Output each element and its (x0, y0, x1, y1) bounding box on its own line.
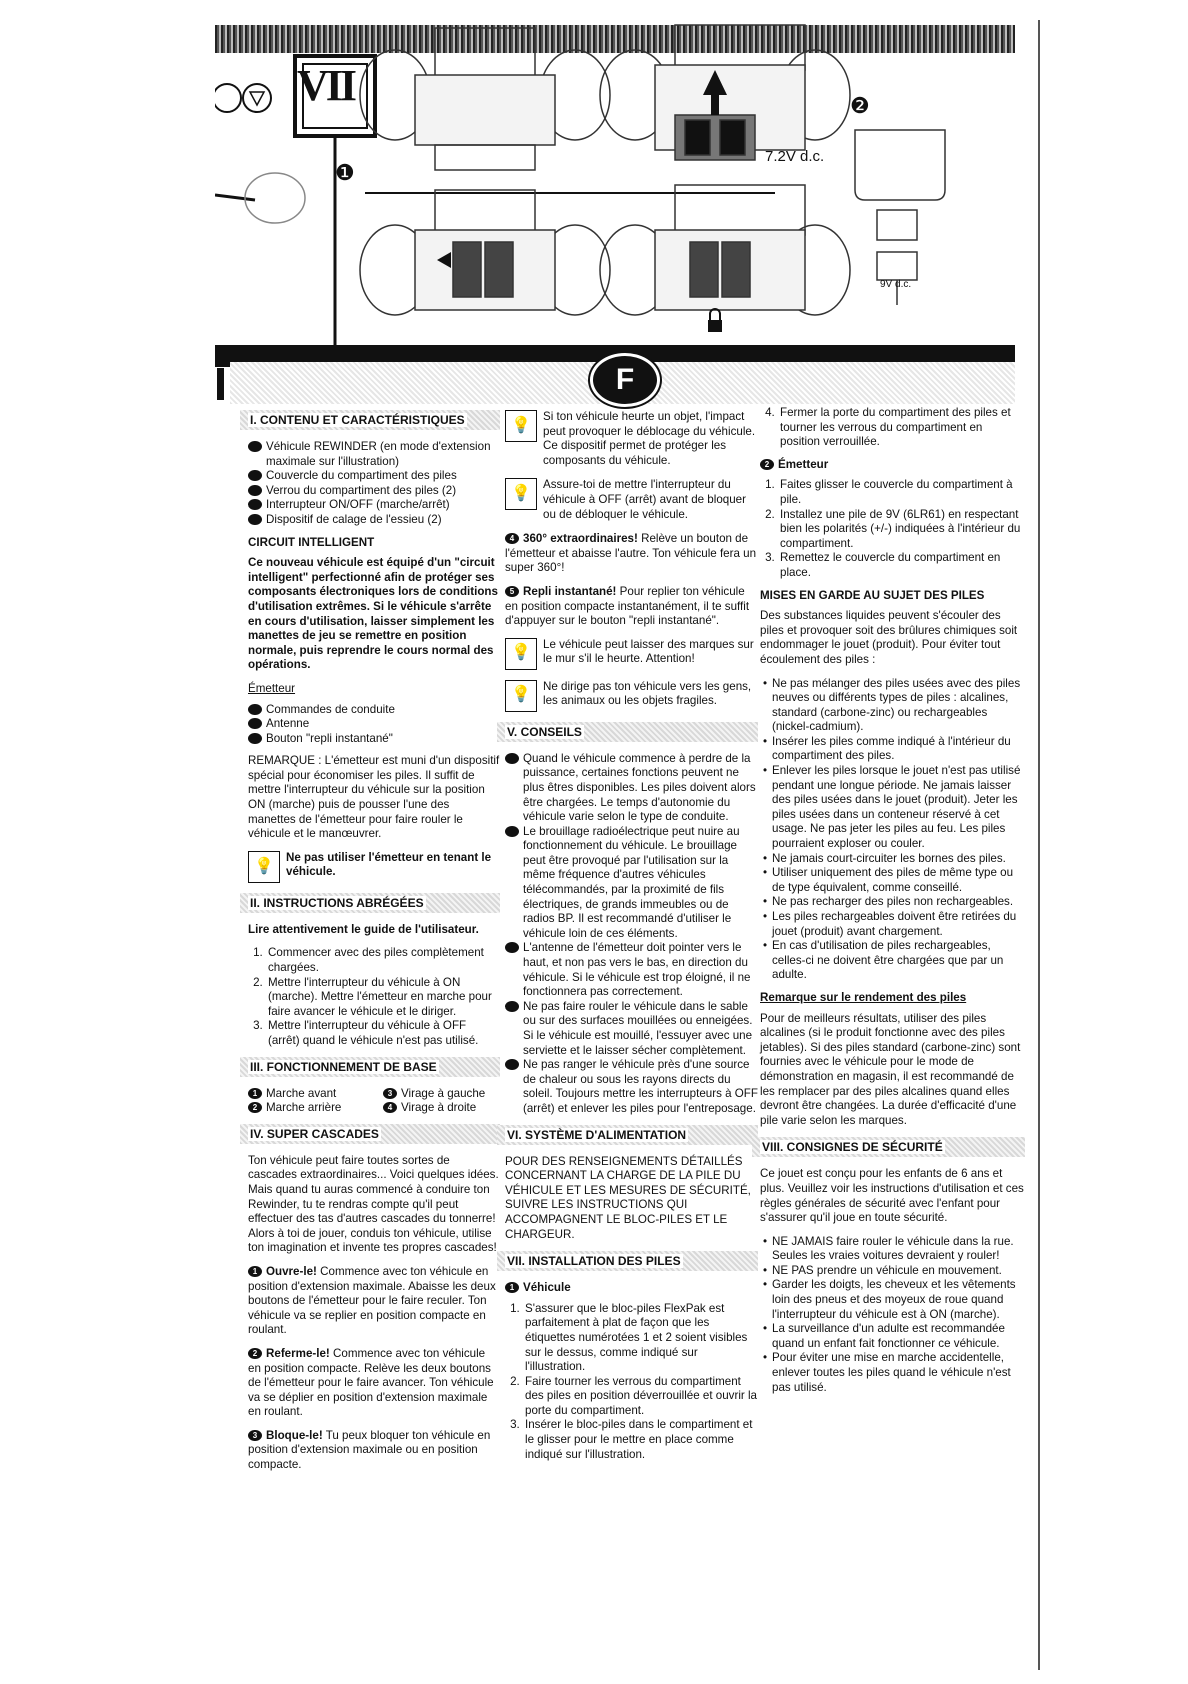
contents-list (243, 440, 500, 528)
battery-warnings-list (760, 677, 1025, 983)
transmitter-list (243, 702, 500, 747)
list-item: 3. Insérer le bloc-piles dans le compartiment et le glisser pour le mettre en place comme indiqué sur l'illustration. (523, 1418, 758, 1462)
lightbulb-icon: 💡 (505, 478, 537, 510)
paragraph: 5 Repli instantané! Pour replier ton véhicule en position compacte instantanément, il te suffit d'appuyer sur le bouton "repli instantané". (505, 584, 750, 628)
list-item: • NE JAMAIS faire rouler le véhicule dans la rue. Seules les vraies voitures devraient y rouler! (772, 1235, 1025, 1264)
paragraph: 2 Referme-le! Commence avec ton véhicule en position compacte. Relève les deux boutons de l'émetteur pour le faire avancer. Ton véhicule va se déplier en position d'extension maximale en roulant. (248, 1346, 494, 1419)
paragraph: 4 360° extraordinaires! Relève un bouton de l'émetteur et abaisse l'autre. Ton véhicule fera un super 360°! (505, 532, 757, 575)
list-item: • Les piles rechargeables doivent être retirées du jouet (produit) avant chargement. (772, 910, 1025, 939)
tip-box: 💡 Si ton véhicule heurte un objet, l'impact peut provoquer le déblocage du véhicule. Ce dispositif permet de protéger les composants du véhicule. (505, 410, 758, 468)
list-item: 2 Le brouillage radioélectrique peut nuire au fonctionnement du véhicule. Le brouillage peut être provoqué par l'utilisation sur la même fréquence d'autres véhicules télécommandés, par la proximité de fils électriques, de grands immeubles ou de radios BP. Il est recommandé d'utiliser le véhicule loin de ces éléments. (500, 824, 740, 940)
list-item: 2. Installez une pile de 9V (6LR61) en respectant bien les polarités (+/-) indiquées à l'intérieur du compartiment. (778, 508, 1025, 552)
list-item: • Insérer les piles comme indiqué à l'intérieur du compartiment des piles. (772, 735, 1025, 764)
section-heading: III. FONCTIONNEMENT DE BASE (240, 1057, 500, 1077)
list-item: 2. Faire tourner les verrous du compartiment des piles en position déverrouillée et ouvrir la porte du compartiment. (523, 1375, 758, 1419)
section-heading: VI. SYSTÈME D'ALIMENTATION (497, 1125, 758, 1145)
tip-box: 💡 Ne dirige pas ton véhicule vers les gens, les animaux ou les objets fragiles. (505, 680, 758, 712)
column-3 (760, 406, 1025, 1403)
basic-controls: 1 Marche avant 2 Marche arrière 3 Virage à gauche 4 Virage à droite (248, 1087, 500, 1116)
section-heading: I. CONTENU ET CARACTÉRISTIQUES (240, 410, 500, 430)
list-item: 1. Faites glisser le couvercle du compartiment à pile. (778, 478, 1025, 507)
tip-box: 💡 Ne pas utiliser l'émetteur en tenant le véhicule. (248, 851, 500, 883)
section-heading: VIII. CONSIGNES DE SÉCURITÉ (752, 1137, 1025, 1157)
subheading: CIRCUIT INTELLIGENT (248, 535, 375, 549)
list-item: • Ne pas mélanger des piles usées avec des piles neuves ou différents types de piles : alcalines, standard (carbone-zinc) ou rechargeables (nickel-cadmium). (772, 677, 1025, 735)
list-item: 5 Dispositif de calage de l'essieu (2) (243, 512, 442, 526)
paragraph: 1 Ouvre-le! Commence avec ton véhicule en position d'extension maximale. Abaisse les deux boutons de l'émetteur pour le faire reculer. Ton véhicule va se replier en position compacte en roulant. (248, 1264, 496, 1337)
paragraph: REMARQUE : L'émetteur est muni d'un dispositif spécial pour économiser les piles. Il suffit de mettre l'interrupteur du véhicule sur la position ON (marche) puis de pousser l'une des manettes de l'émetteur pour faire rouler le véhicule et le manœuvrer. (248, 754, 500, 841)
lightbulb-icon: 💡 (505, 638, 537, 670)
list-item: 2. Mettre l'interrupteur du véhicule à ON (marche). Mettre l'émetteur en marche pour faire avancer le véhicule et le diriger. (266, 976, 500, 1020)
lightbulb-icon: 💡 (248, 851, 280, 883)
voltage-label-vehicle: 7.2V d.c. (765, 148, 825, 165)
voltage-label-transmitter: 9V d.c. (880, 279, 912, 290)
section-heading: VII. INSTALLATION DES PILES (497, 1251, 758, 1271)
lightbulb-icon: 💡 (505, 410, 537, 442)
page-right-rule (1038, 20, 1040, 1670)
left-edge-mark (217, 368, 224, 400)
paragraph: Lire attentivement le guide de l'utilisateur. (248, 922, 479, 936)
list-item: 2 Couvercle du compartiment des piles (243, 469, 457, 483)
list-item: 3. Remettez le couvercle du compartiment en place. (778, 551, 1025, 580)
vehicle-steps-list (505, 1302, 758, 1463)
paragraph: POUR DES RENSEIGNEMENTS DÉTAILLÉS CONCERNANT LA CHARGE DE LA PILE DU VÉHICULE ET LES MESURES DE SÉCURITÉ, SUIVRE LES INSTRUCTIONS QUI ACCOMPAGNENT LE BLOC-PILES ET LE CHARGEUR. (505, 1154, 751, 1241)
list-item: 3 L'antenne de l'émetteur doit pointer vers le haut, et non pas vers le bas, en direction du véhicule. Si le véhicule est trop éloigné, il ne fonctionnera pas correctement. (500, 941, 751, 999)
tip-box: 💡 Assure-toi de mettre l'interrupteur du véhicule à OFF (arrêt) avant de bloquer ou de débloquer le véhicule. (505, 478, 758, 522)
list-item: 1 Commandes de conduite (243, 702, 395, 716)
section-label-vii: VII (297, 61, 355, 110)
lightbulb-icon: 💡 (505, 680, 537, 712)
list-item: 4 Interrupteur ON/OFF (marche/arrêt) (243, 498, 450, 512)
list-item: 3. Mettre l'interrupteur du véhicule à OFF (arrêt) quand le véhicule n'est pas utilisé. (266, 1019, 500, 1048)
language-badge: F (590, 353, 660, 407)
section-heading: V. CONSEILS (497, 722, 758, 742)
paragraph: Des substances liquides peuvent s'écouler des piles et provoquer soit des brûlures chimiques soit endommager le jouet (produit). Pour éviter tout écoulement des piles : (760, 609, 1018, 666)
figure-marker-2: ❷ (850, 93, 870, 118)
list-item: • Pour éviter une mise en marche accidentelle, enlever toutes les piles quand le véhicule n'est pas utilisé. (772, 1351, 1025, 1395)
subheading: 2 Émetteur (760, 458, 1025, 473)
tips-list (500, 751, 758, 1117)
figure-marker-1: ❶ (335, 160, 355, 185)
list-item: 1 Quand le véhicule commence à perdre de la puissance, certaines fonctions peuvent ne plus êtres disponibles. Les piles doivent alors être chargées. Le temps d'autonomie du véhicule varie selon le type de conduite. (500, 751, 756, 824)
subheading: MISES EN GARDE AU SUJET DES PILES (760, 588, 985, 602)
section-heading: II. INSTRUCTIONS ABRÉGÉES (240, 893, 500, 913)
paragraph: Ce jouet est conçu pour les enfants de 6 ans et plus. Veuillez voir les instructions d'utilisation et ces règles générales de sécurité avec l'enfant pour s'assurer qu'il joue en toute sécurité. (760, 1167, 1024, 1225)
list-item: 5 Ne pas ranger le véhicule près d'une source de chaleur ou sous les rayons directs du soleil. Toujours mettre les interrupteurs à OFF (arrêt) et enlever les piles pour l'entreposage. (500, 1058, 758, 1115)
list-item: • Ne pas recharger des piles non rechargeables. (772, 895, 1025, 910)
paragraph: Ton véhicule peut faire toutes sortes de cascades extraordinaires... Voici quelques idées. Mais quand tu auras commencé à conduire ton Rewinder, tu te rendras compte qu'il peut effectuer des tas d'autres cascades du tonnerre! Alors à toi de jouer, conduis ton véhicule, utilise ton imagination et invente tes propres cascades! (248, 1153, 499, 1255)
section-heading: IV. SUPER CASCADES (240, 1124, 500, 1144)
steps-list (248, 946, 500, 1048)
list-item: • Enlever les piles lorsque le jouet n'est pas utilisé pendant une longue période. Ne jamais laisser des piles usées dans le jouet (produit). Jeter les piles usées dans un conteneur réservé à cet usage. Ne pas jeter les piles au feu. Les piles pourraient exploser ou couler. (772, 764, 1025, 852)
tip-box: 💡 Le véhicule peut laisser des marques sur le mur s'il le heurte. Attention! (505, 638, 758, 670)
list-item: • En cas d'utilisation de piles rechargeables, celles-ci ne doivent être chargées que par un adulte. (772, 939, 1025, 983)
paragraph: Pour de meilleurs résultats, utiliser des piles alcalines (si le produit fonctionne avec des piles jetables). Si des piles standard (carbone-zinc) sont fournies avec le véhicule pour le mode de démonstration en magasin, il est recommandé de les remplacer par des piles alcalines quand elles devront être changées. La durée d'efficacité d'une pile varie selon les marques. (760, 1011, 1021, 1127)
paragraph: Ce nouveau véhicule est équipé d'un "circuit intelligent" perfectionné afin de protéger ses composants électroniques lors de conditions d'utilisation extrêmes. Si le véhicule s'arrête en cours d'utilisation, laisser simplement les manettes de jeu se remettre en position normale, puis reprendre le cours normal des opérations. (248, 556, 498, 672)
list-item: • Utiliser uniquement des piles de même type ou de type équivalent, comme conseillé. (772, 866, 1025, 895)
transmitter-steps-list (760, 478, 1025, 580)
paragraph: 3 Bloque-le! Tu peux bloquer ton véhicule en position d'extension maximale ou en position compacte. (248, 1428, 491, 1472)
vehicle-steps-list-continued (760, 406, 1025, 450)
column-2 (500, 406, 758, 1470)
list-item: • Ne jamais court-circuiter les bornes des piles. (772, 852, 1025, 867)
list-item: 4. Fermer la porte du compartiment des piles et tourner les verrous du compartiment en position verrouillée. (778, 406, 1025, 450)
list-item: 1. Commencer avec des piles complètement chargées. (266, 946, 500, 975)
list-item: 2 Antenne (243, 717, 310, 731)
safety-list (760, 1235, 1025, 1396)
subheading: 1 Véhicule (505, 1281, 758, 1296)
list-item: • La surveillance d'un adulte est recommandée quand un enfant fait fonctionner ce véhicule. (772, 1322, 1025, 1351)
list-item: 1. S'assurer que le bloc-piles FlexPak est parfaitement à plat de façon que les étiquettes numérotées 1 et 2 soient visibles sur le dessus, comme indiqué sur l'illustration. (523, 1302, 758, 1375)
list-item: 3 Verrou du compartiment des piles (2) (243, 483, 457, 497)
list-item: 4 Ne pas faire rouler le véhicule dans le sable ou sur des surfaces mouillées ou enneigées. Si le véhicule est mouillé, l'essuyer avec une serviette et le laisser sécher complètement. (500, 999, 753, 1057)
list-item: 3 Bouton "repli instantané" (243, 731, 393, 745)
subheading: Émetteur (248, 681, 296, 695)
list-item: • Garder les doigts, les cheveux et les vêtements loin des pneus et des moyeux de roue quand l'interrupteur du véhicule est à ON (marche). (772, 1278, 1025, 1322)
subheading: Remarque sur le rendement des piles (760, 990, 967, 1004)
list-item: • NE PAS prendre un véhicule en mouvement. (772, 1264, 1025, 1279)
column-1 (243, 406, 500, 1482)
list-item: 1 Véhicule REWINDER (en mode d'extension maximale sur l'illustration) (243, 440, 491, 468)
